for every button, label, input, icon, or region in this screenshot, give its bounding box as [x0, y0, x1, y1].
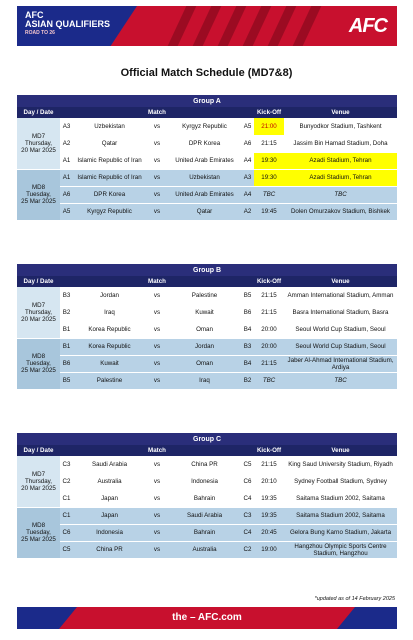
matchday-date: 20 Mar 2025 [21, 146, 56, 154]
away-team: Oman [168, 355, 241, 372]
home-code: A1 [60, 152, 73, 169]
column-header-match: Match [60, 276, 254, 287]
column-header-venue: Venue [284, 445, 397, 456]
match-row [17, 169, 397, 186]
match-row [17, 118, 397, 135]
home-team: DPR Korea [73, 186, 146, 203]
kickoff-time: 21:15 [254, 456, 284, 473]
away-team: Iraq [168, 372, 241, 389]
kickoff-time: 20:00 [254, 321, 284, 338]
away-code: B2 [241, 372, 254, 389]
home-team: Korea Republic [73, 338, 146, 355]
match-row [17, 473, 397, 490]
matchday-weekday: Tuesday, [26, 191, 51, 198]
match-row [17, 321, 397, 338]
group-section [17, 264, 397, 390]
kickoff-time: 21:15 [254, 287, 284, 304]
match-row [17, 186, 397, 203]
home-code: C1 [60, 507, 73, 524]
vs-label: vs [146, 490, 168, 507]
matchday-date: 20 Mar 2025 [21, 484, 56, 492]
matchday-md: MD8 [31, 184, 46, 191]
kickoff-time: 21:00 [254, 118, 284, 135]
matchday-weekday: Thursday, [24, 139, 53, 147]
kickoff-time: 19:35 [254, 507, 284, 524]
matchday-date: 25 Mar 2025 [21, 198, 56, 205]
venue: Azadi Stadium, Tehran [284, 152, 397, 169]
venue: Jaber Al-Ahmad International Stadium, Ardiya [284, 355, 397, 372]
home-team: Qatar [73, 135, 146, 152]
matchday-date: 25 Mar 2025 [21, 367, 56, 374]
bottom-banner [17, 607, 397, 629]
home-team: Indonesia [73, 524, 146, 541]
home-code: B5 [60, 372, 73, 389]
matchday-md: MD7 [31, 301, 46, 309]
column-header-day: Day / Date [17, 276, 60, 287]
away-code: A4 [241, 186, 254, 203]
match-row [17, 203, 397, 220]
home-code: B3 [60, 287, 73, 304]
matchday-cell [17, 338, 60, 389]
vs-label: vs [146, 118, 168, 135]
venue: Jassim Bin Hamad Stadium, Doha [284, 135, 397, 152]
venue: TBC [284, 186, 397, 203]
kickoff-time: 19:00 [254, 541, 284, 558]
vs-label: vs [146, 524, 168, 541]
away-team: Indonesia [168, 473, 241, 490]
column-header-kickoff: Kick-Off [254, 445, 284, 456]
group-title: Group B [17, 264, 397, 276]
away-team: Kuwait [168, 304, 241, 321]
kickoff-time: 19:30 [254, 152, 284, 169]
away-code: C3 [241, 507, 254, 524]
matchday-cell [17, 507, 60, 558]
venue: King Saud University Stadium, Riyadh [284, 456, 397, 473]
home-code: A6 [60, 186, 73, 203]
home-code: B2 [60, 304, 73, 321]
away-team: Bahrain [168, 524, 241, 541]
vs-label: vs [146, 135, 168, 152]
away-team: Kyrgyz Republic [168, 118, 241, 135]
kickoff-time: 19:30 [254, 169, 284, 186]
home-team: Saudi Arabia [73, 456, 146, 473]
away-code: A4 [241, 152, 254, 169]
home-code: A3 [60, 118, 73, 135]
matchday-weekday: Tuesday, [26, 360, 51, 367]
vs-label: vs [146, 186, 168, 203]
away-code: C6 [241, 473, 254, 490]
vs-label: vs [146, 169, 168, 186]
kickoff-time: 19:45 [254, 203, 284, 220]
matchday-md: MD7 [31, 470, 46, 478]
away-team: Australia [168, 541, 241, 558]
kickoff-time: 20:45 [254, 524, 284, 541]
home-code: C3 [60, 456, 73, 473]
kickoff-time: TBC [254, 186, 284, 203]
vs-label: vs [146, 152, 168, 169]
home-code: C1 [60, 490, 73, 507]
home-team: Japan [73, 490, 146, 507]
schedule-table [17, 264, 397, 390]
top-banner [17, 6, 397, 46]
home-code: A5 [60, 203, 73, 220]
match-row [17, 524, 397, 541]
away-code: B4 [241, 355, 254, 372]
venue: Saitama Stadium 2002, Saitama [284, 507, 397, 524]
footer-site-link[interactable]: the – AFC.com [172, 612, 242, 623]
away-team: DPR Korea [168, 135, 241, 152]
column-header-kickoff: Kick-Off [254, 107, 284, 118]
venue: Bunyodkor Stadium, Tashkent [284, 118, 397, 135]
schedule-table [17, 95, 397, 221]
match-row [17, 304, 397, 321]
matchday-cell [17, 456, 60, 507]
venue: Hangzhou Olympic Sports Centre Stadium, Hangzhou [284, 541, 397, 558]
brand-line-2: ASIAN QUALIFIERS [25, 19, 111, 29]
column-header-match: Match [60, 445, 254, 456]
away-code: A5 [241, 118, 254, 135]
column-header-venue: Venue [284, 107, 397, 118]
away-code: C5 [241, 456, 254, 473]
match-row [17, 507, 397, 524]
away-code: A3 [241, 169, 254, 186]
brand-line-1: AFC [25, 10, 44, 20]
vs-label: vs [146, 473, 168, 490]
match-row [17, 456, 397, 473]
home-team: Australia [73, 473, 146, 490]
venue: Basra International Stadium, Basra [284, 304, 397, 321]
home-team: Uzbekistan [73, 118, 146, 135]
away-code: B3 [241, 338, 254, 355]
kickoff-time: 20:10 [254, 473, 284, 490]
vs-label: vs [146, 507, 168, 524]
away-code: A6 [241, 135, 254, 152]
away-code: C4 [241, 524, 254, 541]
column-header-match: Match [60, 107, 254, 118]
home-team: Islamic Republic of Iran [73, 152, 146, 169]
away-team: Saudi Arabia [168, 507, 241, 524]
away-code: C4 [241, 490, 254, 507]
home-team: Islamic Republic of Iran [73, 169, 146, 186]
venue: Saitama Stadium 2002, Saitama [284, 490, 397, 507]
match-row [17, 355, 397, 372]
home-team: Kuwait [73, 355, 146, 372]
match-row [17, 152, 397, 169]
home-team: Palestine [73, 372, 146, 389]
column-header-venue: Venue [284, 276, 397, 287]
home-code: C2 [60, 473, 73, 490]
kickoff-time: 20:00 [254, 338, 284, 355]
home-code: C6 [60, 524, 73, 541]
away-team: Palestine [168, 287, 241, 304]
kickoff-time: TBC [254, 372, 284, 389]
column-header-day: Day / Date [17, 107, 60, 118]
away-team: Qatar [168, 203, 241, 220]
column-header-day: Day / Date [17, 445, 60, 456]
vs-label: vs [146, 541, 168, 558]
home-code: B1 [60, 321, 73, 338]
vs-label: vs [146, 304, 168, 321]
matchday-cell [17, 287, 60, 338]
away-code: B6 [241, 304, 254, 321]
venue: Gelora Bung Karno Stadium, Jakarta [284, 524, 397, 541]
matchday-cell [17, 118, 60, 169]
group-section [17, 95, 397, 221]
matchday-weekday: Thursday, [24, 477, 53, 485]
vs-label: vs [146, 355, 168, 372]
match-row [17, 490, 397, 507]
home-code: B1 [60, 338, 73, 355]
away-team: Uzbekistan [168, 169, 241, 186]
banner-stripes [167, 6, 337, 46]
kickoff-time: 19:35 [254, 490, 284, 507]
kickoff-time: 21:15 [254, 304, 284, 321]
home-team: Jordan [73, 287, 146, 304]
schedule-table [17, 433, 397, 559]
group-title: Group C [17, 433, 397, 445]
away-team: United Arab Emirates [168, 152, 241, 169]
away-team: China PR [168, 456, 241, 473]
matchday-date: 25 Mar 2025 [21, 536, 56, 543]
matchday-weekday: Tuesday, [26, 529, 51, 536]
matchday-date: 20 Mar 2025 [21, 315, 56, 323]
home-team: Japan [73, 507, 146, 524]
matchday-md: MD8 [31, 353, 46, 360]
venue: Amman International Stadium, Amman [284, 287, 397, 304]
away-team: Oman [168, 321, 241, 338]
kickoff-time: 21:15 [254, 135, 284, 152]
venue: Seoul World Cup Stadium, Seoul [284, 338, 397, 355]
away-team: Jordan [168, 338, 241, 355]
page-title: Official Match Schedule (MD7&8) [120, 67, 293, 79]
vs-label: vs [146, 338, 168, 355]
brand-line-3: ROAD TO 26 [25, 30, 55, 36]
match-row [17, 135, 397, 152]
home-code: A2 [60, 135, 73, 152]
match-row [17, 372, 397, 389]
home-code: B6 [60, 355, 73, 372]
home-code: C5 [60, 541, 73, 558]
vs-label: vs [146, 203, 168, 220]
matchday-weekday: Thursday, [24, 308, 53, 316]
matchday-md: MD7 [31, 132, 46, 140]
home-team: China PR [73, 541, 146, 558]
venue: Azadi Stadium, Tehran [284, 169, 397, 186]
venue: TBC [284, 372, 397, 389]
matchday-cell [17, 169, 60, 220]
home-team: Korea Republic [73, 321, 146, 338]
vs-label: vs [146, 456, 168, 473]
afc-logo: AFC [348, 15, 387, 37]
match-row [17, 287, 397, 304]
group-title: Group A [17, 95, 397, 107]
home-team: Iraq [73, 304, 146, 321]
matchday-md: MD8 [31, 522, 46, 529]
venue: Sydney Football Stadium, Sydney [284, 473, 397, 490]
kickoff-time: 21:15 [254, 355, 284, 372]
home-code: A1 [60, 169, 73, 186]
away-code: C2 [241, 541, 254, 558]
away-code: B4 [241, 321, 254, 338]
away-team: United Arab Emirates [168, 186, 241, 203]
vs-label: vs [146, 372, 168, 389]
match-row [17, 541, 397, 558]
column-header-kickoff: Kick-Off [254, 276, 284, 287]
match-row [17, 338, 397, 355]
update-note: *updated as of 14 February 2025 [314, 596, 395, 602]
home-team: Kyrgyz Republic [73, 203, 146, 220]
venue: Dolen Omurzakov Stadium, Bishkek [284, 203, 397, 220]
away-team: Bahrain [168, 490, 241, 507]
away-code: A2 [241, 203, 254, 220]
venue: Seoul World Cup Stadium, Seoul [284, 321, 397, 338]
away-code: B5 [241, 287, 254, 304]
vs-label: vs [146, 321, 168, 338]
group-section [17, 433, 397, 559]
vs-label: vs [146, 287, 168, 304]
afc-asian-qualifiers-logo [25, 11, 110, 38]
